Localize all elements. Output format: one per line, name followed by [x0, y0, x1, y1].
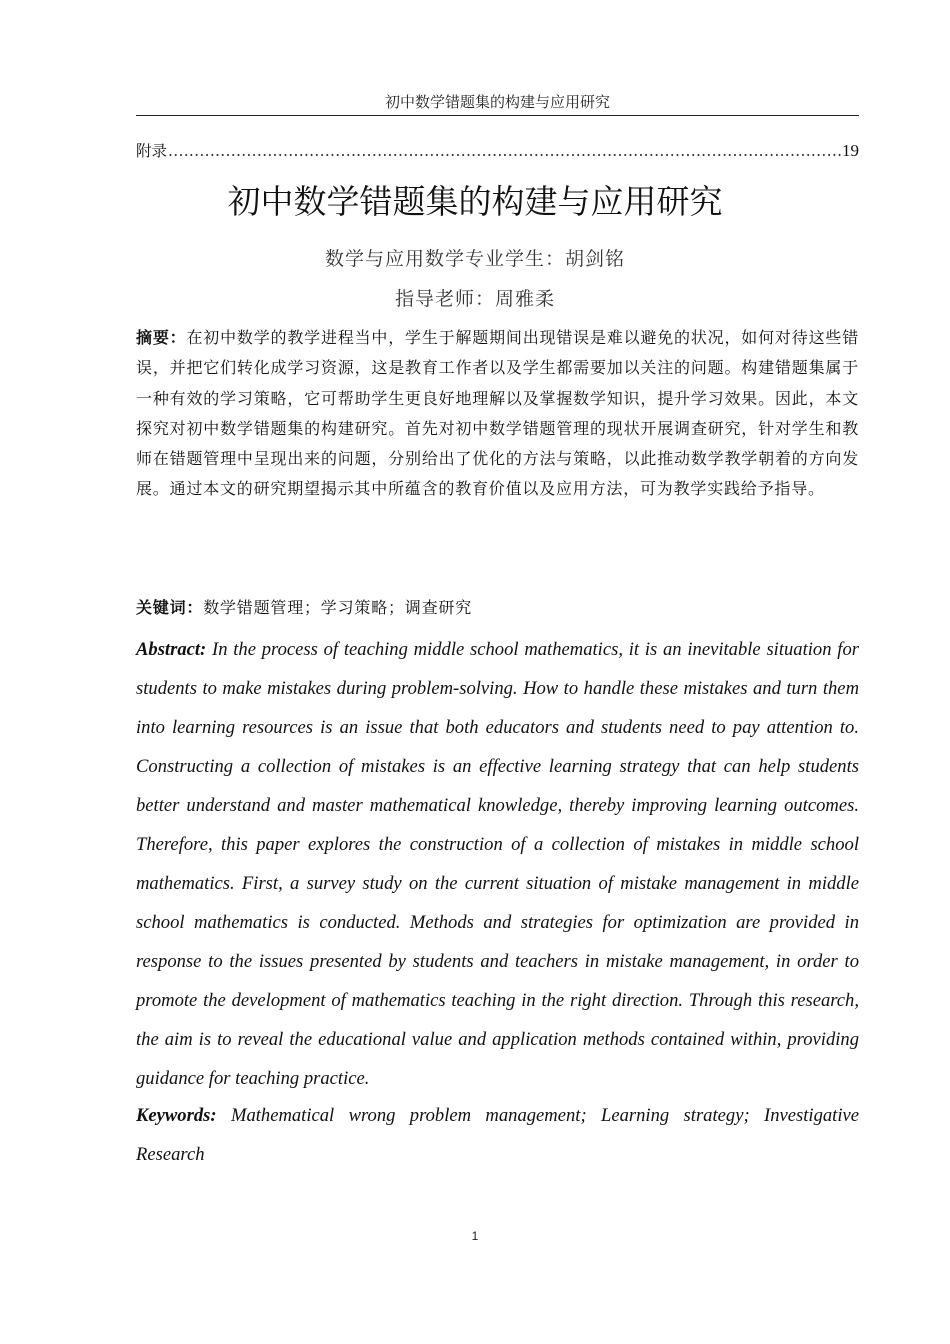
chinese-abstract: [136, 323, 859, 505]
english-keywords-label: Keywords:: [136, 1105, 217, 1126]
english-abstract-text: In the process of teaching middle school mathematics, it is an inevitable situation for students to make mistakes during problem-solving. How to handle these mistakes and turn them into learning resources is an issue that both educators and students need to pay attention to. Constructing a collection of mistakes is an effective learning strategy that can help students better understand and master mathematical knowledge, thereby improving learning outcomes. Therefore, this paper explores the construction of a collection of mistakes in middle school mathematics. First, a survey study on the current situation of mistake management in middle school mathematics is conducted. Methods and strategies for optimization are provided in response to the issues presented by students and teachers in mistake management, in order to promote the development of mathematics teaching in the right direction. Through this research, the aim is to reveal the educational value and application methods contained within, providing guidance for teaching practice.: [136, 639, 859, 1089]
chinese-abstract-text: 在初中数学的教学进程当中，学生于解题期间出现错误是难以避免的状况，如何对待这些错误，并把它们转化成学习资源，这是教育工作者以及学生都需要加以关注的问题。构建错题集属于一种有效的学习策略，它可帮助学生更良好地理解以及掌握数学知识，提升学习效果。因此，本文探究对初中数学错题集的构建研究。首先对初中数学错题管理的现状开展调查研究，针对学生和教师在错题管理中呈现出来的问题，分别给出了优化的方法与策略，以此推动数学教学朝着的方向发展。通过本文的研究期望揭示其中所蕴含的教育价值以及应用方法，可为教学实践给予指导。: [136, 328, 859, 499]
running-header: 初中数学错题集的构建与应用研究: [136, 92, 859, 116]
english-keywords: [136, 1096, 859, 1174]
chinese-keywords: [136, 594, 859, 622]
toc-entry-label: 附录: [136, 142, 168, 160]
advisor-line: 指导老师：周雅柔: [394, 288, 555, 310]
toc-entry-appendix[interactable]: [136, 141, 859, 161]
english-keywords-text: Mathematical wrong problem management; Learning strategy; Investigative Research: [136, 1105, 859, 1165]
toc-dot-leader: [168, 141, 841, 161]
page-number: 1: [471, 1229, 479, 1243]
chinese-abstract-label: 摘要：: [136, 328, 187, 347]
english-abstract-label: Abstract:: [136, 639, 207, 660]
chinese-keywords-label: 关键词：: [136, 598, 204, 617]
author-line: 数学与应用数学专业学生：胡剑铭: [324, 248, 625, 270]
paper-title: 初中数学错题集的构建与应用研究: [227, 182, 723, 221]
chinese-keywords-text: 数学错题管理；学习策略；调查研究: [203, 598, 473, 617]
english-abstract: [136, 630, 859, 1098]
toc-entry-page: 19: [842, 141, 859, 160]
